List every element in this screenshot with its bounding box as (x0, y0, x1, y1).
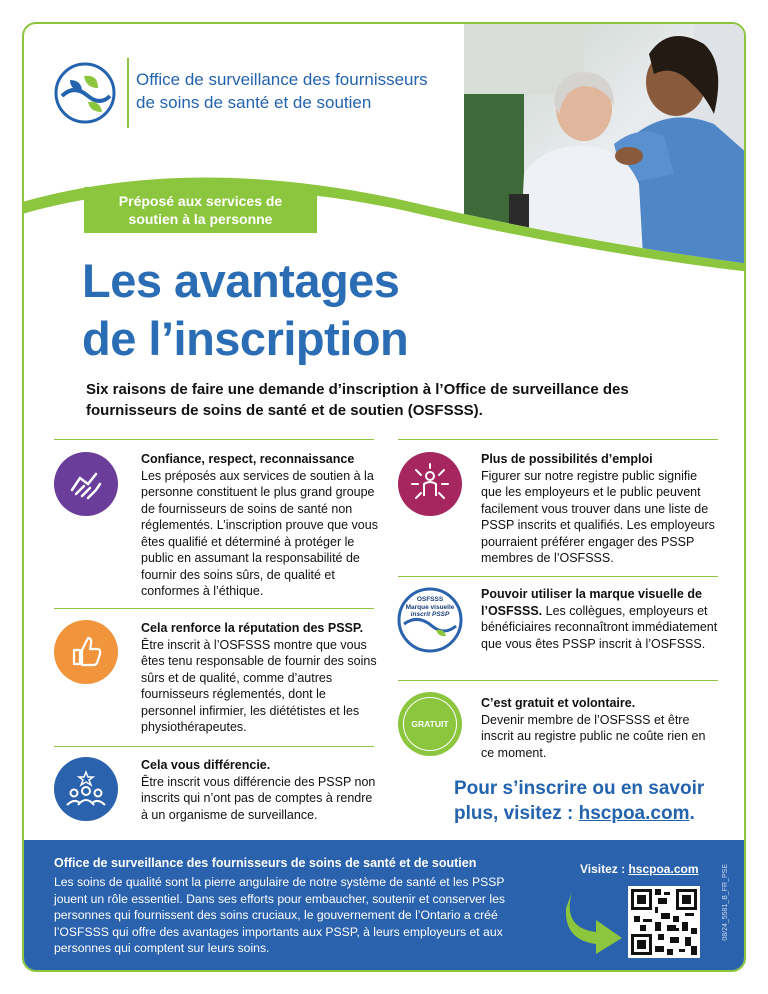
group-star-icon (54, 757, 118, 821)
person-arrows-icon (398, 452, 462, 516)
benefit-heading: Cela vous différencie. (141, 758, 271, 772)
osfsss-logo (54, 62, 116, 124)
benefit-reputation (141, 620, 381, 736)
visit-prefix: Visitez : (580, 862, 629, 876)
divider (54, 746, 374, 747)
qr-code-icon (628, 886, 700, 958)
benefit-heading: C’est gratuit et volontaire. (481, 696, 636, 710)
role-badge (84, 187, 317, 233)
page-title-line1: Les avantages (82, 254, 400, 307)
page-title (82, 252, 408, 368)
benefit-body: Figurer sur notre registre public signifie que les employeurs et le public peuvent facilement vous trouver dans une liste de PSSP inscrits et qualifiés. Les employeurs pourraient préférer engager des PSSP membres de l’OSFSSS. (481, 468, 715, 565)
benefit-trust (141, 451, 381, 600)
subtitle: Six raisons de faire une demande d’inscription à l’Office de surveillance des fournisseurs de soins de santé et de soutien (OSFSSS). (86, 381, 629, 419)
curved-arrow-icon (562, 888, 624, 954)
thumbs-up-icon (54, 620, 118, 684)
benefit-jobs (481, 451, 721, 567)
divider (54, 608, 374, 609)
divider (54, 439, 374, 440)
role-badge-line1: Préposé aux services de (118, 193, 283, 209)
cta-suffix: . (689, 803, 695, 824)
benefit-body: Les préposés aux services de soutien à la personne constituent le plus grand groupe de fournisseurs de soins de santé non réglementés. L’inscription prouve que vous êtes qualifié et déterminé à protéger le public en assumant la responsabilité de fournir des soins sûrs, de qualité et conformes à l’éthique. (141, 468, 378, 598)
divider (398, 576, 718, 577)
cta-line1: Pour s’inscrire ou en savoir (454, 778, 705, 799)
role-badge-line2: soutien à la personne (128, 211, 273, 227)
cta-line2: plus, visitez : (454, 803, 579, 824)
footer-body: Les soins de qualité sont la pierre angulaire de notre système de santé et les PSSP jouent un rôle essentiel. Dans ses efforts pour embaucher, soutenir et conserver les personnes qui fournissent des soins cruciaux, le gouvernement de l’Ontario a créé l’OSFSSS qui offre des avantages importants aux PSSP, à leurs employeurs et aux personnes qui comptent sur leurs soins. (54, 875, 505, 955)
logo-icon (54, 62, 116, 124)
benefit-brand (481, 586, 721, 652)
logo-divider (127, 58, 129, 128)
org-name (136, 68, 428, 114)
visit-link[interactable]: hscpoa.com (628, 862, 699, 876)
gratuit-badge-icon (398, 692, 462, 756)
cta-link[interactable]: hscpoa.com (578, 803, 690, 824)
flyer-frame (22, 22, 746, 972)
brand-mark-line2: Marque visuelle (405, 603, 455, 611)
benefit-body: Être inscrit à l’OSFSSS montre que vous êtes tenu responsable de fournir des soins sûrs et de qualité, comme d’autres fournisseurs réglementés, dont le personnel infirmier, les diététistes et les physiothérapeutes. (141, 637, 377, 734)
visit-label (580, 862, 699, 876)
benefit-heading: Plus de possibilités d’emploi (481, 452, 653, 466)
brand-mark-line3: inscrit PSSP (410, 611, 450, 618)
benefit-heading: Pouvoir utiliser la marque visuelle de l’OSFSSS. (481, 587, 702, 618)
org-name-line2: de soins de santé et de soutien (136, 93, 372, 112)
benefit-differentiate (141, 757, 381, 823)
gratuit-label: GRATUIT (403, 697, 457, 751)
footer (24, 840, 746, 972)
org-name-line1: Office de surveillance des fournisseurs (136, 70, 428, 89)
brand-mark-line1: OSFSSS (416, 596, 444, 603)
page-title-line2: de l’inscription (82, 312, 409, 365)
document-code: 08/24_5581_B_FR_PSE (722, 864, 729, 941)
benefit-heading: Cela renforce la réputation des PSSP. (141, 621, 364, 635)
handshake-icon (54, 452, 118, 516)
benefit-body: Les collègues, employeurs et bénéficiaires reconnaîtront immédiatement que vous êtes PSSP inscrit à l’OSFSSS. (481, 603, 718, 651)
divider (398, 439, 718, 440)
brand-mark-icon (396, 586, 464, 654)
benefit-heading: Confiance, respect, reconnaissance (141, 452, 355, 466)
call-to-action (454, 776, 724, 826)
benefit-body: Devenir membre de l’OSFSSS et être inscrit au registre public ne coûte rien en ce moment. (481, 712, 706, 760)
qr-code[interactable] (628, 886, 700, 958)
divider (398, 680, 718, 681)
benefit-free (481, 695, 721, 761)
benefit-body: Être inscrit vous différencie des PSSP non inscrits qui n’ont pas de comptes à rendre à un organisme de surveillance. (141, 774, 376, 822)
footer-title: Office de surveillance des fournisseurs de soins de santé et de soutien (54, 856, 477, 870)
